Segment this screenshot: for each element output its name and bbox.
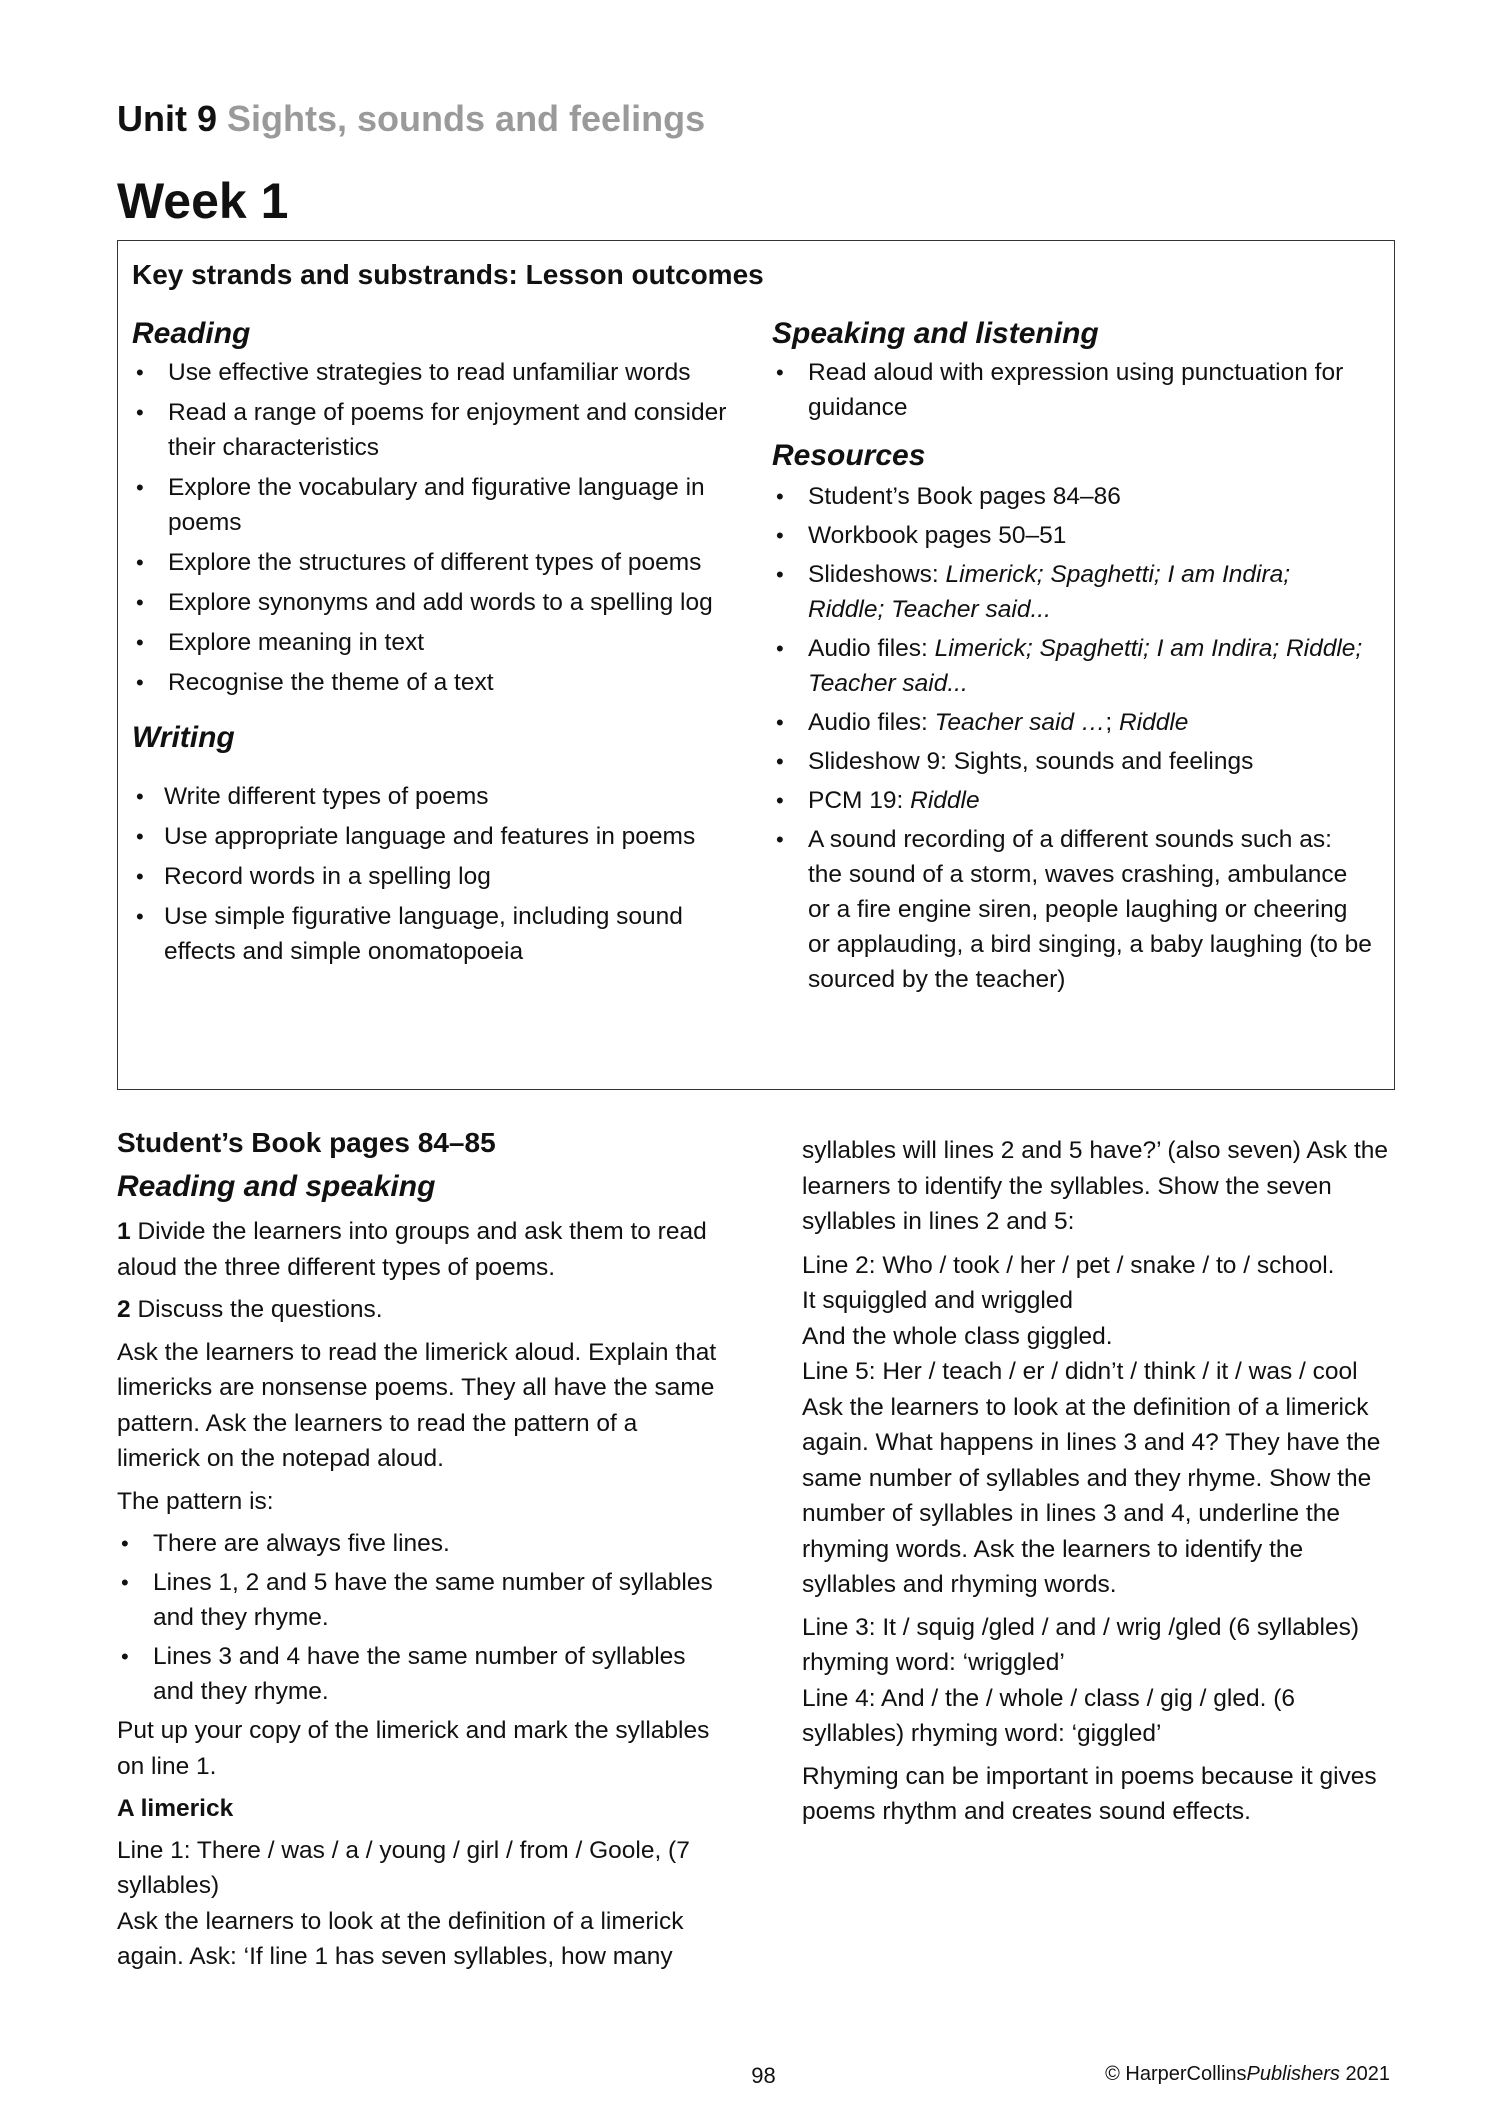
copyright: © HarperCollinsPublishers 2021 [1105,2063,1390,2085]
writing-heading: Writing [132,721,235,754]
limerick-line-1: Line 1: There / was / a / young / girl / from / Goole, (7 syllables) [117,1836,690,1899]
pattern-intro: The pattern is: [117,1487,274,1515]
reading-item: • Explore meaning in text [132,625,742,660]
writing-item: • Use simple figurative language, including sound effects and simple onomatopoeia [132,899,742,969]
lesson-heading: Student’s Book pages 84–85 [117,1127,496,1158]
resource-item: • PCM 19: Riddle [772,783,1372,818]
speaking-list [772,355,1372,430]
paragraph: Put up your copy of the limerick and mark the syllables on line 1. [117,1717,710,1780]
pattern-item: • There are always five lines. [117,1526,717,1561]
reading-heading: Reading [132,317,251,350]
lesson-outcomes-box [117,240,1395,1090]
paragraph: Ask the learners to read the limerick aloud. Explain that limericks are nonsense poems. They all have the same pattern. Ask the learners to read the pattern of a limerick on the notepad aloud. [117,1338,717,1472]
outcomes-heading: Key strands and substrands: Lesson outcomes [132,259,764,290]
limerick-line-3: Line 3: It / squig /gled / and / wrig /gled (6 syllables) rhyming word: ‘wriggled’ [802,1613,1359,1676]
writing-list [132,779,742,974]
lesson-left-column [117,1125,717,1982]
unit-title: Sights, sounds and feelings [227,98,706,139]
paragraph: Rhyming can be important in poems because it gives poems rhythm and creates sound effects. [802,1762,1377,1825]
resource-item: • Audio files: Teacher said …; Riddle [772,705,1372,740]
reading-item: • Explore synonyms and add words to a spelling log [132,585,742,620]
limerick-line-5: Line 5: Her / teach / er / didn’t / think / it / was / cool [802,1358,1358,1385]
resource-item: • Student’s Book pages 84–86 [772,479,1372,514]
paragraph: Ask the learners to look at the definition of a limerick again. What happens in lines 3 and 4? They have the same number of syllables and they rhyme. Show the number of syllables in lines 3 and 4, underline the rhyming words. Ask the learners to identify the syllables and rhyming words. [802,1393,1381,1598]
resource-item: • Slideshow 9: Sights, sounds and feelings [772,744,1372,779]
limerick-line-2: Line 2: Who / took / her / pet / snake / to / school. [802,1251,1335,1279]
reading-list [132,355,742,705]
speaking-item: • Read aloud with expression using punctuation for guidance [772,355,1372,425]
unit-heading [117,98,705,140]
page-number: 98 [751,2063,776,2088]
limerick-heading: A limerick [117,1795,234,1822]
step-2: 2 Discuss the questions. [117,1296,383,1323]
resources-list [772,479,1372,1001]
lesson-subheading: Reading and speaking [117,1169,436,1203]
reading-item: • Explore the structures of different types of poems [132,545,742,580]
reading-item: • Explore the vocabulary and figurative language in poems [132,470,742,540]
resources-heading: Resources [772,439,926,472]
pattern-item: • Lines 1, 2 and 5 have the same number of syllables and they rhyme. [117,1565,717,1635]
resource-item: • Audio files: Limerick; Spaghetti; I am Indira; Riddle; Teacher said... [772,631,1372,701]
reading-item: • Use effective strategies to read unfamiliar words [132,355,742,390]
writing-item: • Record words in a spelling log [132,859,742,894]
poem-line: It squiggled and wriggled [802,1287,1074,1314]
reading-item: • Read a range of poems for enjoyment and consider their characteristics [132,395,742,465]
limerick-line-4: Line 4: And / the / whole / class / gig / gled. (6 syllables) rhyming word: ‘giggled’ [802,1684,1296,1747]
week-title: Week 1 [117,173,289,229]
writing-item: • Write different types of poems [132,779,742,814]
speaking-heading: Speaking and listening [772,317,1099,350]
continued-text-space: syllables will lines 2 and 5 have?’ (also seven) Ask the learners to identify the syllables. Show the seven syllables in lines 2 and 5: [802,1137,1389,1235]
resource-item: • Workbook pages 50–51 [772,518,1372,553]
resource-item: • Slideshows: Limerick; Spaghetti; I am Indira; Riddle; Teacher said... [772,557,1372,627]
pattern-list [117,1526,717,1709]
writing-item: • Use appropriate language and features in poems [132,819,742,854]
unit-number: Unit 9 [117,98,218,139]
paragraph: Ask the learners to look at the definition of a limerick again. Ask: ‘If line 1 has seven syllables, how many [117,1907,684,1970]
pattern-item: • Lines 3 and 4 have the same number of syllables and they rhyme. [117,1639,717,1709]
reading-item: • Recognise the theme of a text [132,665,742,700]
poem-line: And the whole class giggled. [802,1322,1113,1350]
step-1: 1 Divide the learners into groups and ask them to read aloud the three different types of poems. [117,1218,707,1281]
resource-item: • A sound recording of a different sounds such as: the sound of a storm, waves crashing, ambulance or a fire engine siren, people laughing or cheering or applauding, a bird singing, a baby laughing (to be sourced by the teacher) [772,822,1372,997]
lesson-right-column [802,1133,1402,1837]
